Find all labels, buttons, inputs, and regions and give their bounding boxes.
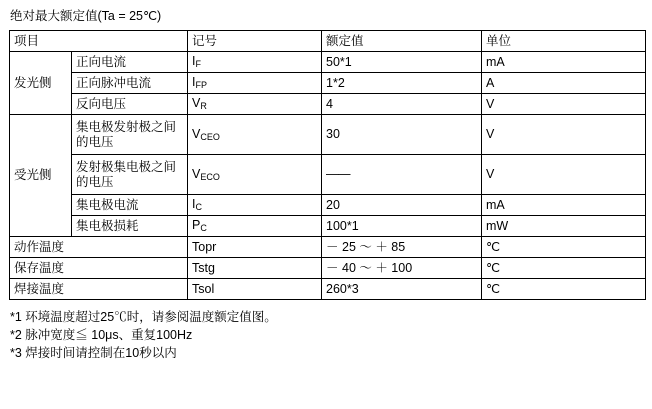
row-item: 正向电流 <box>72 52 188 73</box>
row-item: 发射极集电极之间的电压 <box>72 155 188 195</box>
symbol-main: V <box>192 96 201 110</box>
row-symbol: Tstg <box>188 258 322 279</box>
row-item: 集电极电流 <box>72 195 188 216</box>
symbol-main: I <box>192 75 196 89</box>
footnote-2: *2 脉冲宽度≦ 10μs、重复100Hz <box>10 328 193 342</box>
symbol-sub: ECO <box>200 171 220 182</box>
row-value: —— <box>322 155 482 195</box>
row-unit: V <box>482 115 646 155</box>
footnote-3: *3 焊接时间请控制在10秒以内 <box>10 346 177 360</box>
row-item: 动作温度 <box>10 237 188 258</box>
row-unit: ℃ <box>482 279 646 300</box>
row-symbol <box>188 115 322 155</box>
row-value: 30 <box>322 115 482 155</box>
symbol-sub: F <box>195 59 201 69</box>
row-value: 1*2 <box>322 73 482 94</box>
row-item: 集电极发射极之间的电压 <box>72 115 188 155</box>
row-item: 正向脉冲电流 <box>72 73 188 94</box>
row-item: 反向电压 <box>72 94 188 115</box>
header-item: 项目 <box>10 31 188 52</box>
table-row <box>10 195 646 216</box>
symbol-main: V <box>192 126 201 141</box>
row-unit: mW <box>482 216 646 237</box>
row-symbol <box>188 52 322 73</box>
row-unit: mA <box>482 195 646 216</box>
row-symbol <box>188 73 322 94</box>
category-detector: 受光侧 <box>10 115 72 237</box>
symbol-main: P <box>192 218 201 232</box>
row-item: 集电极损耗 <box>72 216 188 237</box>
table-row <box>10 258 646 279</box>
table-row <box>10 279 646 300</box>
symbol-sub: C <box>195 202 202 212</box>
row-symbol <box>188 195 322 216</box>
header-unit: 单位 <box>482 31 646 52</box>
footnote-1: *1 环境温度超过25℃时，请参阅温度额定值图。 <box>10 310 277 324</box>
table-row <box>10 94 646 115</box>
symbol-sub: CEO <box>200 131 220 142</box>
row-symbol <box>188 216 322 237</box>
header-symbol: 记号 <box>188 31 322 52</box>
row-value: 50*1 <box>322 52 482 73</box>
row-unit: mA <box>482 52 646 73</box>
symbol-main: I <box>192 54 196 68</box>
table-caption: 绝对最大额定值(Ta = 25℃) <box>10 9 162 23</box>
symbol-sub: C <box>200 223 207 233</box>
table-header-row <box>10 31 646 52</box>
table-row <box>10 237 646 258</box>
row-symbol <box>188 155 322 195</box>
symbol-sub: R <box>200 101 207 111</box>
symbol-main: I <box>192 197 196 211</box>
row-value: 260*3 <box>322 279 482 300</box>
row-value: － 40 ～ ＋ 100 <box>322 258 482 279</box>
row-value: 20 <box>322 195 482 216</box>
table-row <box>10 73 646 94</box>
row-item: 保存温度 <box>10 258 188 279</box>
category-emitter: 发光侧 <box>10 52 72 115</box>
header-value: 额定值 <box>322 31 482 52</box>
row-unit: V <box>482 94 646 115</box>
row-symbol: Tsol <box>188 279 322 300</box>
table-row <box>10 155 646 195</box>
table-row <box>10 52 646 73</box>
row-value: － 25 ～ ＋ 85 <box>322 237 482 258</box>
row-item: 焊接温度 <box>10 279 188 300</box>
row-value: 4 <box>322 94 482 115</box>
table-row <box>10 216 646 237</box>
row-unit: A <box>482 73 646 94</box>
table-row <box>10 115 646 155</box>
absolute-maximum-ratings-table <box>9 30 646 300</box>
symbol-sub: FP <box>195 80 208 90</box>
row-unit: ℃ <box>482 237 646 258</box>
row-symbol <box>188 94 322 115</box>
footnotes <box>10 308 644 362</box>
row-value: 100*1 <box>322 216 482 237</box>
symbol-main: V <box>192 166 201 181</box>
row-unit: ℃ <box>482 258 646 279</box>
row-symbol: Topr <box>188 237 322 258</box>
row-unit: V <box>482 155 646 195</box>
